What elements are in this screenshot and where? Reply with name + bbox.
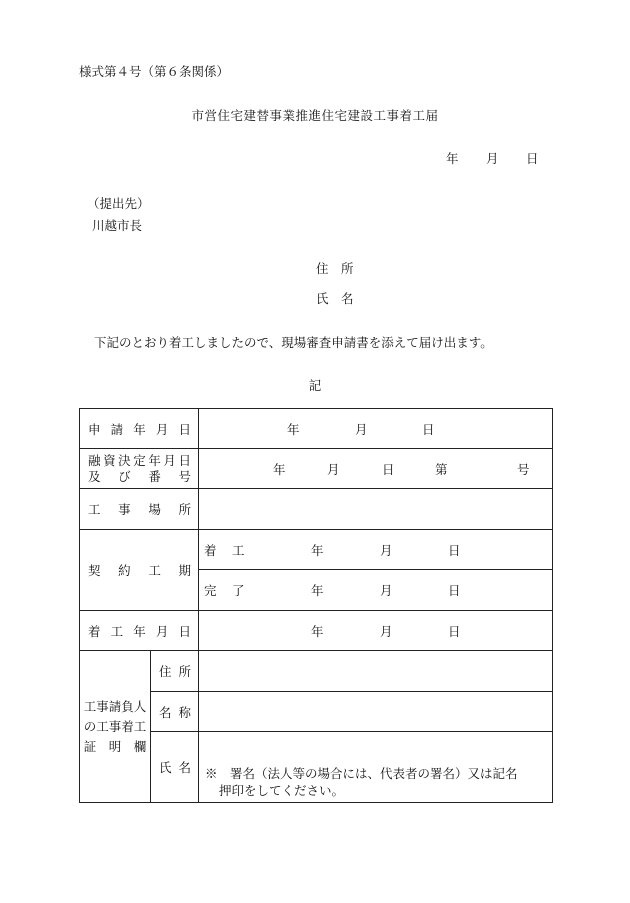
row-contract-start — [80, 530, 553, 570]
date-year-label: 年 — [446, 151, 459, 166]
signature-note-line1: ※ 署名（法人等の場合には、代表者の署名）又は記名 — [205, 766, 518, 781]
contract-period-label: 契 約 工 期 — [80, 530, 199, 611]
applicant-address-label-2: 所 — [341, 261, 354, 276]
contractor-person-label: 氏 名 — [151, 732, 199, 803]
loan-decision-value[interactable]: 年 月 日 第 号 — [199, 449, 553, 489]
contract-end-value[interactable]: 完 了 年 月 日 — [199, 570, 553, 611]
recipient-name: 川越市長 — [92, 218, 143, 233]
row-start-date — [80, 611, 553, 651]
contractor-company-value[interactable] — [199, 692, 553, 732]
row-application-date — [80, 409, 553, 449]
body-text: 下記のとおり着工しましたので、現場審査申請書を添えて届け出ます。 — [94, 335, 493, 350]
row-contractor-person — [80, 732, 553, 803]
application-form-table — [79, 408, 553, 803]
application-date-label: 申 請 年 月 日 — [80, 409, 199, 449]
recipient-label: （提出先） — [87, 196, 150, 211]
row-contractor-name — [80, 692, 553, 732]
document-title: 市営住宅建替事業推進住宅建設工事着工届 — [191, 108, 439, 123]
contractor-address-value[interactable] — [199, 651, 553, 692]
applicant-name-label-1: 氏 — [316, 291, 329, 306]
signature-note-line2: 押印をしてください。 — [219, 783, 345, 798]
applicant-address-label-1: 住 — [316, 261, 329, 276]
row-loan-decision — [80, 449, 553, 489]
construction-site-label: 工 事 場 所 — [80, 489, 199, 530]
contract-start-value[interactable]: 着 工 年 月 日 — [199, 530, 553, 570]
loan-decision-label: 融 資 決 定 年 月 日 及 び 番 号 — [80, 449, 199, 489]
date-day-label: 日 — [526, 151, 539, 166]
applicant-name-label-2: 名 — [341, 291, 354, 306]
form-number: 様式第４号（第６条関係） — [79, 64, 230, 79]
contractor-person-value[interactable] — [199, 732, 553, 803]
row-contractor-address — [80, 651, 553, 692]
construction-site-value[interactable] — [199, 489, 553, 530]
start-date-value[interactable]: 年 月 日 — [199, 611, 553, 651]
contractor-address-label: 住 所 — [151, 651, 199, 692]
application-date-value[interactable]: 年 月 日 — [199, 409, 553, 449]
row-construction-site — [80, 489, 553, 530]
contractor-section-label: 工事請負人 の工事着工 証 明 欄 — [80, 651, 151, 803]
date-month-label: 月 — [486, 151, 499, 166]
start-date-label: 着 工 年 月 日 — [80, 611, 199, 651]
contractor-company-label: 名 称 — [151, 692, 199, 732]
ki-heading: 記 — [308, 378, 322, 393]
